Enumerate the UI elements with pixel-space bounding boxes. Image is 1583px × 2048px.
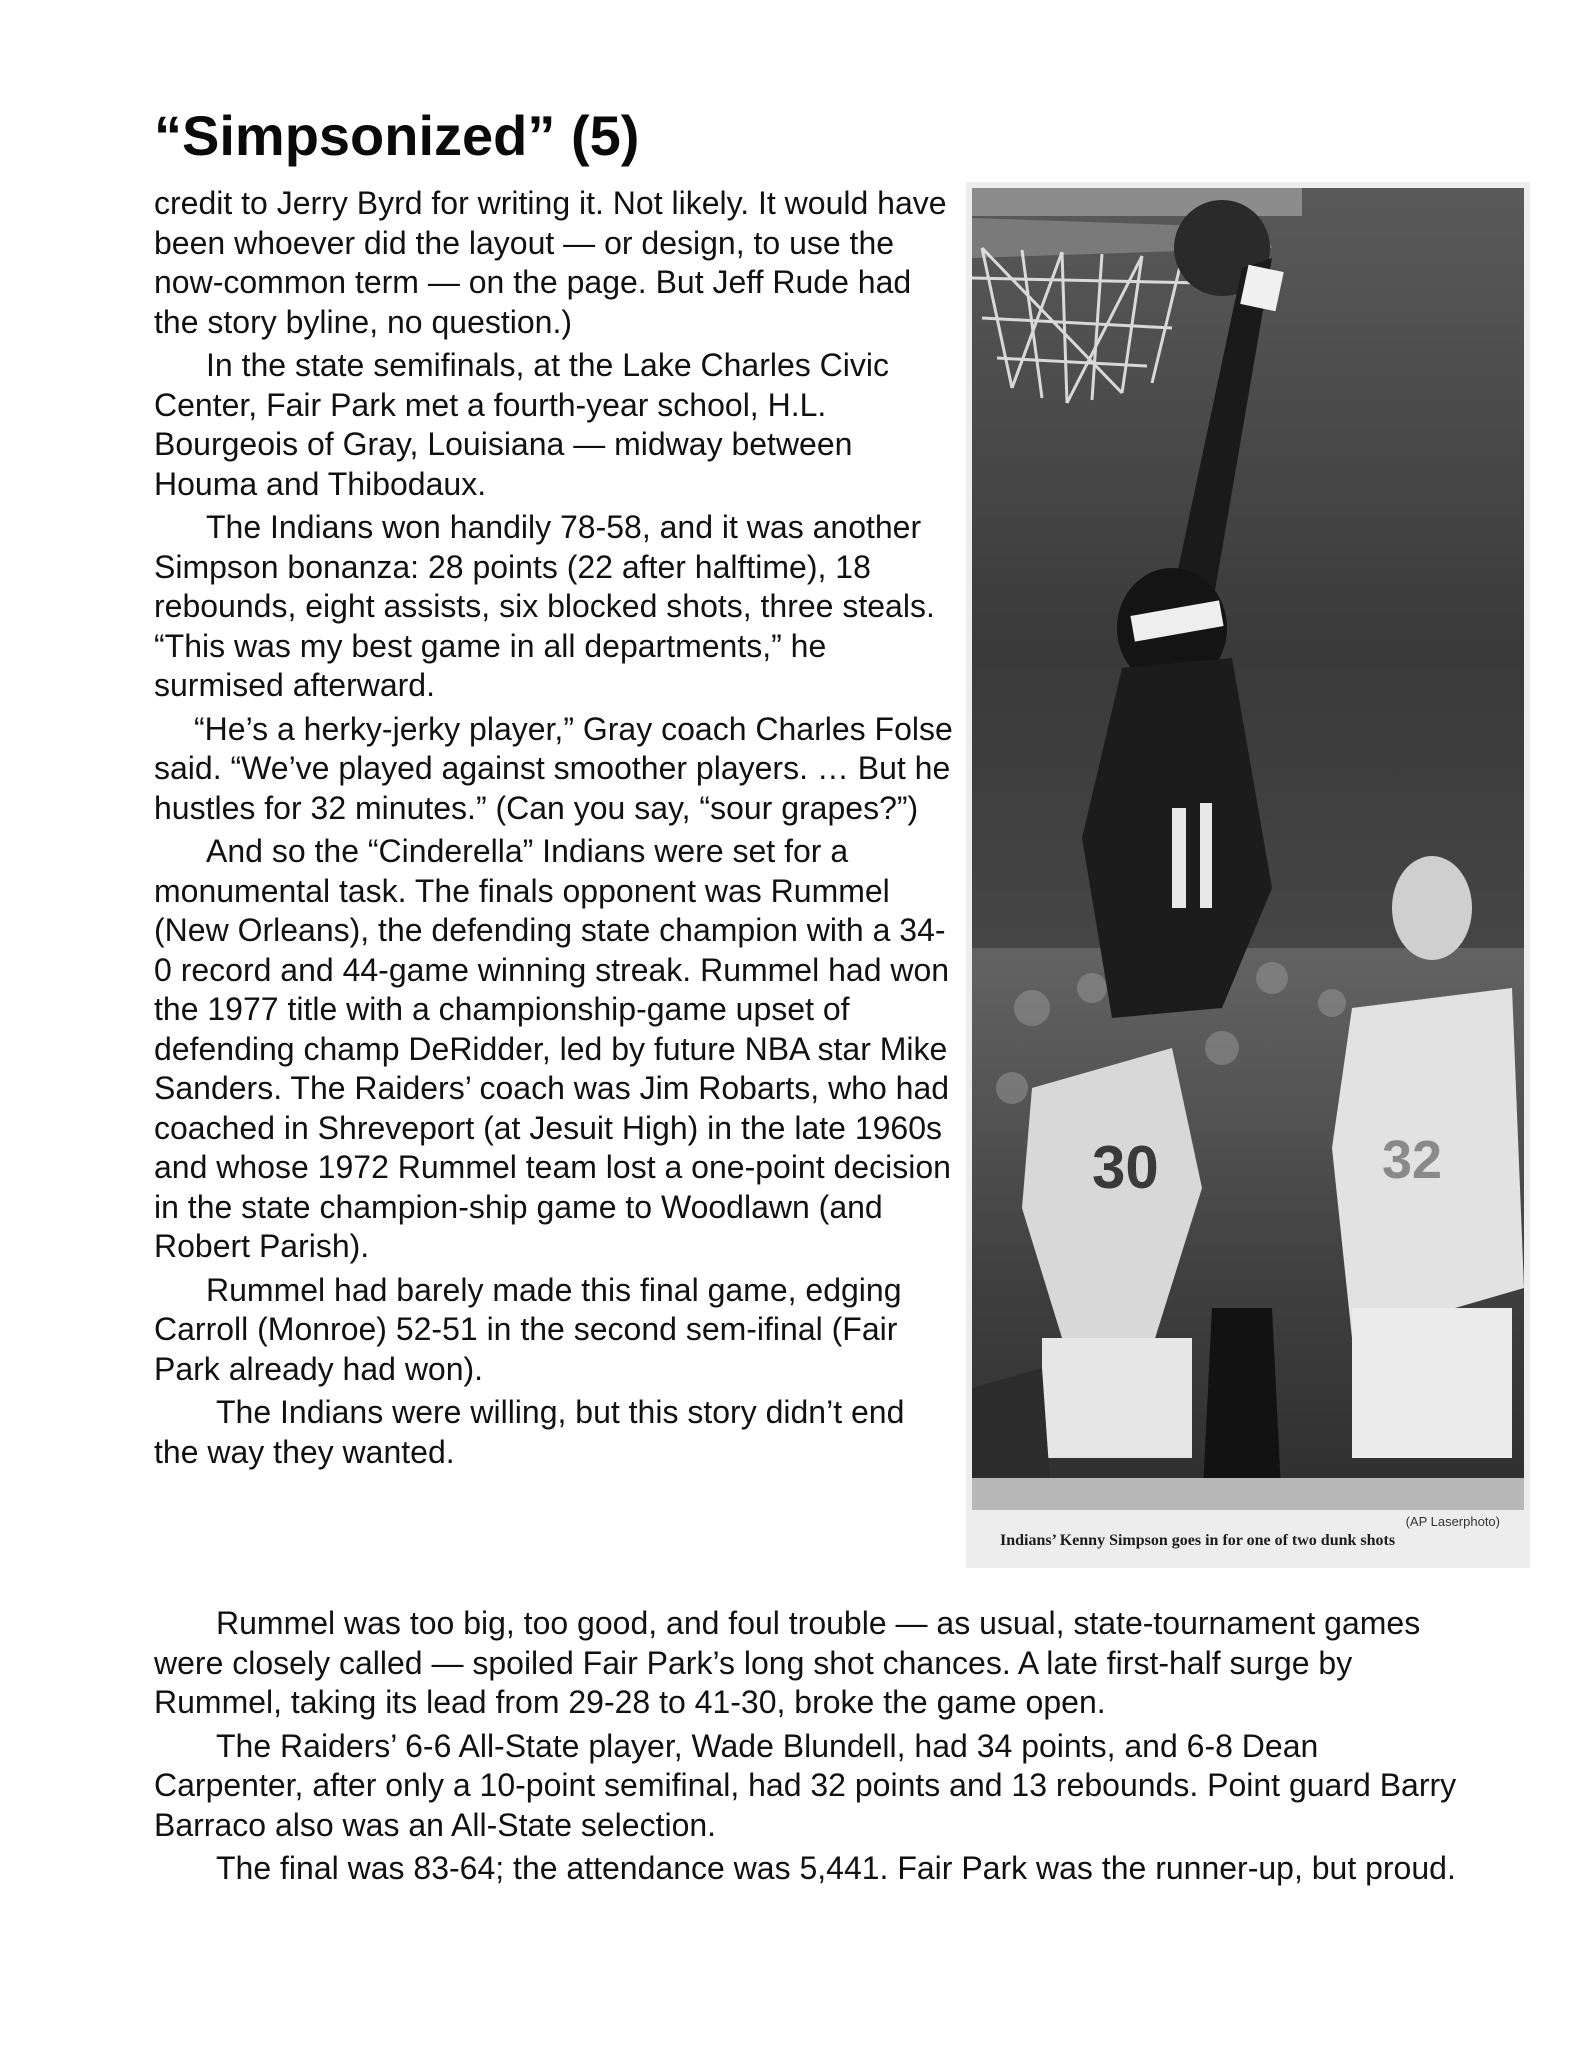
jersey-number-left: 30 <box>1092 1134 1159 1201</box>
article-paragraph: And so the “Cinderella” Indians were set for a monumental task. The finals opponent was Rummel (New Orleans), the defending state champion with a 34-0 record and 44-game winning streak. Rummel had won the 1977 title with a championship-game upset of defending champ DeRidder, led by future NBA star Mike Sanders. The Raiders’ coach was Jim Robarts, who had coached in Shreveport (at Jesuit High) in the late 1960s and whose 1972 Rummel team lost a one-point decision in the state champion-ship game to Woodlawn (and Robert Parish). <box>154 833 951 1264</box>
article-paragraph: The final was 83-64; the attendance was 5,441. Fair Park was the runner-up, but proud. <box>216 1850 1456 1886</box>
basketball-dunk-photo <box>972 188 1524 1510</box>
jersey-number-right: 32 <box>1382 1130 1443 1190</box>
article-paragraph: Rummel was too big, too good, and foul trouble — as usual, state-tournament games were closely called — spoiled Fair Park’s long shot chances. A late first-half surge by Rummel, taking its lead from 29-28 to 41-30, broke the game open. <box>154 1605 1421 1720</box>
article-paragraph: In the state semifinals, at the Lake Charles Civic Center, Fair Park met a fourth-year school, H.L. Bourgeois of Gray, Louisiana — midway between Houma and Thibodaux. <box>154 347 889 502</box>
photo-credit: (AP Laserphoto) <box>1405 1514 1500 1529</box>
news-photo-frame <box>966 182 1530 1568</box>
article-paragraph: “He’s a herky-jerky player,” Gray coach Charles Folse said. “We’ve played against smoother players. … But he hustles for 32 minutes.” (Can you say, “sour grapes?”) <box>154 710 953 826</box>
article-paragraph: The Indians were willing, but this story didn’t end the way they wanted. <box>154 1394 905 1470</box>
article-column <box>154 184 954 1476</box>
article-paragraph: The Raiders’ 6-6 All-State player, Wade Blundell, had 34 points, and 6-8 Dean Carpenter, after only a 10-point semifinal, had 32 points and 13 rebounds. Point guard Barry Barraco also was an All-State selection. <box>154 1727 1457 1843</box>
article-paragraph: The Indians won handily 78-58, and it was another Simpson bonanza: 28 points (22 after halftime), 18 rebounds, eight assists, six blocked shots, three steals. “This was my best game in all departments,” he surmised afterward. <box>154 509 935 703</box>
page-title: “Simpsonized” (5) <box>154 104 640 167</box>
article-paragraph: Rummel had barely made this final game, edging Carroll (Monroe) 52-51 in the second sem-ifinal (Fair Park already had won). <box>154 1271 902 1387</box>
photo-caption: Indians’ Kenny Simpson goes in for one of two dunk shots <box>1000 1532 1396 1549</box>
article-paragraph: credit to Jerry Byrd for writing it. Not likely. It would have been whoever did the layout — or design, to use the now-common term — on the page. But Jeff Rude had the story byline, no question.) <box>154 185 947 340</box>
article-fullwidth <box>154 1604 1459 1893</box>
